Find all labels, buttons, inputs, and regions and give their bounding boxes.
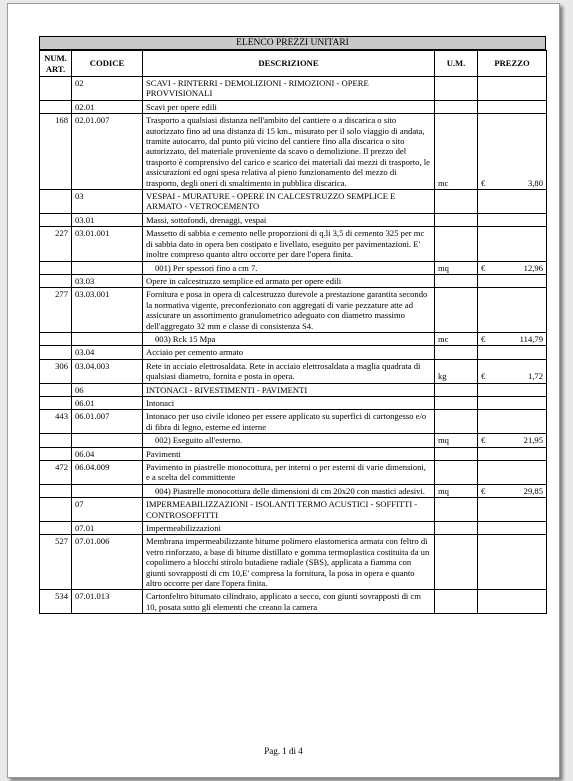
code-cell: 02 [72, 77, 143, 101]
code-cell: 06.01.007 [72, 410, 143, 434]
art-number-cell [40, 396, 72, 409]
art-number-cell [40, 77, 72, 101]
art-number-cell [40, 346, 72, 359]
item-row [40, 535, 547, 590]
chapter-row [40, 190, 547, 214]
price-cell [478, 261, 547, 274]
description-cell: Cartonfeltro bitumato cilindrato, applicato a secco, con giunti sovrapposti di cm 10, posata sotto gli elementi che creano la camera [143, 590, 435, 614]
code-cell: 02.01.007 [72, 114, 143, 190]
unit-cell [435, 535, 478, 590]
euro-symbol: € [481, 262, 486, 273]
code-cell: 07.01.006 [72, 535, 143, 590]
code-cell: 07.01.013 [72, 590, 143, 614]
code-cell [72, 332, 143, 345]
code-cell [72, 434, 143, 447]
price-cell [478, 590, 547, 614]
code-cell: 06.01 [72, 396, 143, 409]
price-cell [478, 434, 547, 447]
art-number-cell: 443 [40, 410, 72, 434]
description-cell: 001) Per spessori fino a cm 7. [143, 261, 435, 274]
price-value: 29,85 [523, 485, 543, 496]
item-row [40, 359, 547, 383]
price-cell [478, 447, 547, 460]
unit-cell [435, 190, 478, 214]
subchapter-row [40, 100, 547, 113]
code-cell: 02.01 [72, 100, 143, 113]
unit-cell [435, 447, 478, 460]
price-cell [478, 100, 547, 113]
price-cell [478, 288, 547, 333]
unit-cell [435, 346, 478, 359]
item-row [40, 288, 547, 333]
item-row [40, 461, 547, 485]
chapter-row [40, 498, 547, 522]
chapter-row [40, 383, 547, 396]
col-header-descrizione: DESCRIZIONE [143, 51, 435, 77]
subchapter-row [40, 346, 547, 359]
code-cell [72, 261, 143, 274]
unit-cell: mq [435, 434, 478, 447]
variant-row [40, 434, 547, 447]
art-number-cell: 306 [40, 359, 72, 383]
description-cell: SCAVI - RINTERRI - DEMOLIZIONI - RIMOZIONI - OPERE PROVVISIONALI [143, 77, 435, 101]
art-number-cell [40, 484, 72, 497]
unit-cell [435, 227, 478, 261]
unit-cell [435, 396, 478, 409]
price-value: 114,79 [519, 333, 543, 344]
price-cell [478, 410, 547, 434]
description-cell: Fornitura e posa in opera di calcestruzzo durevole a prestazione garantita secondo la normativa vigente, preconfezionato con aggregati di varie pezzature atte ad assicurare un assortimento granulometrico adeguato con diametro massimo dell'aggregato 32 mm e classe di consistenza S4. [143, 288, 435, 333]
price-cell [478, 383, 547, 396]
unit-cell [435, 77, 478, 101]
art-number-cell: 534 [40, 590, 72, 614]
code-cell: 03.04.003 [72, 359, 143, 383]
art-number-cell [40, 274, 72, 287]
unit-cell [435, 590, 478, 614]
art-number-cell: 527 [40, 535, 72, 590]
price-value: 12,96 [523, 262, 543, 273]
euro-symbol: € [481, 177, 486, 188]
unit-cell: kg [435, 359, 478, 383]
price-cell [478, 332, 547, 345]
col-header-num: NUM. ART. [40, 51, 72, 77]
code-cell: 03.03.001 [72, 288, 143, 333]
code-cell: 03.01.001 [72, 227, 143, 261]
unit-cell [435, 100, 478, 113]
document-page [7, 3, 560, 778]
col-header-codice: CODICE [72, 51, 143, 77]
price-cell [478, 190, 547, 214]
col-header-prezzo: PREZZO [478, 51, 547, 77]
price-value: 3,80 [527, 177, 543, 188]
price-cell [478, 114, 547, 190]
price-cell [478, 522, 547, 535]
unit-cell [435, 461, 478, 485]
art-number-cell [40, 383, 72, 396]
description-cell: 003) Rck 15 Mpa [143, 332, 435, 345]
variant-row [40, 484, 547, 497]
description-cell: Impermeabilizzazioni [143, 522, 435, 535]
code-cell: 06 [72, 383, 143, 396]
euro-symbol: € [481, 371, 486, 382]
unit-cell: mq [435, 484, 478, 497]
code-cell: 03.01 [72, 213, 143, 226]
price-cell [478, 227, 547, 261]
price-cell [478, 461, 547, 485]
document-title: ELENCO PREZZI UNITARI [39, 36, 546, 50]
price-cell [478, 77, 547, 101]
price-value: 1,72 [527, 371, 543, 382]
euro-symbol: € [481, 435, 486, 446]
code-cell [72, 484, 143, 497]
unit-cell [435, 522, 478, 535]
description-cell: Membrana impermeabilizzante bitume polimero elastomerica armata con feltro di vetro rinforzato, a base di bitume distillato e gomma termoplastica costituita da un copolimero a blocchi stirolo butadiene radiale (SBS), applicata a fiamma con giunti sovrapposti di cm 10,E' compresa la fornitura, la posa in opera e quanto altro occorre per dare l'opera finita. [143, 535, 435, 590]
code-cell: 06.04.009 [72, 461, 143, 485]
description-cell: 004) Piastrelle monocottura delle dimensioni di cm 20x20 con mastici adesivi. [143, 484, 435, 497]
price-cell [478, 396, 547, 409]
description-cell: Massi, sottofondi, drenaggi, vespai [143, 213, 435, 226]
description-cell: IMPERMEABILIZZAZIONI - ISOLANTI TERMO ACUSTICI - SOFFITTI - CONTROSOFFITTI [143, 498, 435, 522]
price-cell [478, 535, 547, 590]
unit-cell: mq [435, 261, 478, 274]
code-cell: 03 [72, 190, 143, 214]
description-cell: 002) Eseguito all'esterno. [143, 434, 435, 447]
price-cell [478, 213, 547, 226]
description-cell: VESPAI - MURATURE - OPERE IN CALCESTRUZZO SEMPLICE E ARMATO - VETROCEMENTO [143, 190, 435, 214]
code-cell: 03.03 [72, 274, 143, 287]
unit-cell [435, 213, 478, 226]
code-cell: 06.04 [72, 447, 143, 460]
art-number-cell: 277 [40, 288, 72, 333]
chapter-row [40, 77, 547, 101]
description-cell: Pavimenti [143, 447, 435, 460]
description-cell: Pavimento in piastrelle monocottura, per interni o per esterni di varie dimensioni, e a scelta del committente [143, 461, 435, 485]
art-number-cell [40, 213, 72, 226]
description-cell: Intonaci [143, 396, 435, 409]
art-number-cell [40, 447, 72, 460]
art-number-cell: 168 [40, 114, 72, 190]
unit-cell: mc [435, 114, 478, 190]
description-cell: Trasporto a qualsiasi distanza nell'ambito del cantiere o a discarica o sito autorizzato fino ad una distanza di 15 km., misurato per il solo viaggio di andata, tramite autocarro, dal punto più vicino del cantiere fino alla discarica o sito autorizzato, del materiale proveniente da scavo o demolizione. Il prezzo del trasporto è comprensivo del carico e scarico dei materiali dai mezzi di trasporto, le assicurazioni ed ogni spesa relativa al pieno funzionamento del mezzo di trasporto, degli oneri di smaltimento in pubblica discarica. [143, 114, 435, 190]
unit-cell [435, 274, 478, 287]
code-cell: 07 [72, 498, 143, 522]
item-row [40, 114, 547, 190]
description-cell: Opere in calcestruzzo semplice ed armato per opere edili [143, 274, 435, 287]
price-cell [478, 498, 547, 522]
item-row [40, 410, 547, 434]
unit-cell [435, 498, 478, 522]
col-header-um: U.M. [435, 51, 478, 77]
description-cell: Massetto di sabbia e cemento nelle proporzioni di q.li 3,5 di cemento 325 per mc di sabbia dato in opera ben costipato e livellato, eseguito per pavimentazioni. E' inoltre compreso quanto altro occorre per dare l'opera finita. [143, 227, 435, 261]
page-number: Pag. 1 di 4 [264, 746, 303, 756]
subchapter-row [40, 447, 547, 460]
price-cell [478, 484, 547, 497]
price-cell [478, 359, 547, 383]
art-number-cell [40, 522, 72, 535]
description-cell: Rete in acciaio elettrosaldata. Rete in acciaio elettrosaldata a maglia quadrata di qualsiasi diametro, fornita e posta in opera. [143, 359, 435, 383]
art-number-cell: 472 [40, 461, 72, 485]
unit-cell [435, 288, 478, 333]
price-value: 21,95 [523, 435, 543, 446]
unit-cell: mc [435, 332, 478, 345]
price-cell [478, 274, 547, 287]
art-number-cell: 227 [40, 227, 72, 261]
item-row [40, 227, 547, 261]
subchapter-row [40, 396, 547, 409]
euro-symbol: € [481, 485, 486, 496]
price-cell [478, 346, 547, 359]
unit-cell [435, 383, 478, 396]
euro-symbol: € [481, 333, 486, 344]
art-number-cell [40, 498, 72, 522]
description-cell: Scavi per opere edili [143, 100, 435, 113]
price-list-table [39, 50, 547, 614]
code-cell: 03.04 [72, 346, 143, 359]
art-number-cell [40, 434, 72, 447]
code-cell: 07.01 [72, 522, 143, 535]
description-cell: Acciaio per cemento armato [143, 346, 435, 359]
item-row [40, 590, 547, 614]
art-number-cell [40, 261, 72, 274]
art-number-cell [40, 332, 72, 345]
description-cell: Intonaco per uso civile idoneo per essere applicato su superfici di cartongesso e/o di fibra di legno, esterne ed interne [143, 410, 435, 434]
subchapter-row [40, 522, 547, 535]
variant-row [40, 332, 547, 345]
unit-cell [435, 410, 478, 434]
art-number-cell [40, 190, 72, 214]
art-number-cell [40, 100, 72, 113]
variant-row [40, 261, 547, 274]
description-cell: INTONACI - RIVESTIMENTI - PAVIMENTI [143, 383, 435, 396]
subchapter-row [40, 213, 547, 226]
subchapter-row [40, 274, 547, 287]
